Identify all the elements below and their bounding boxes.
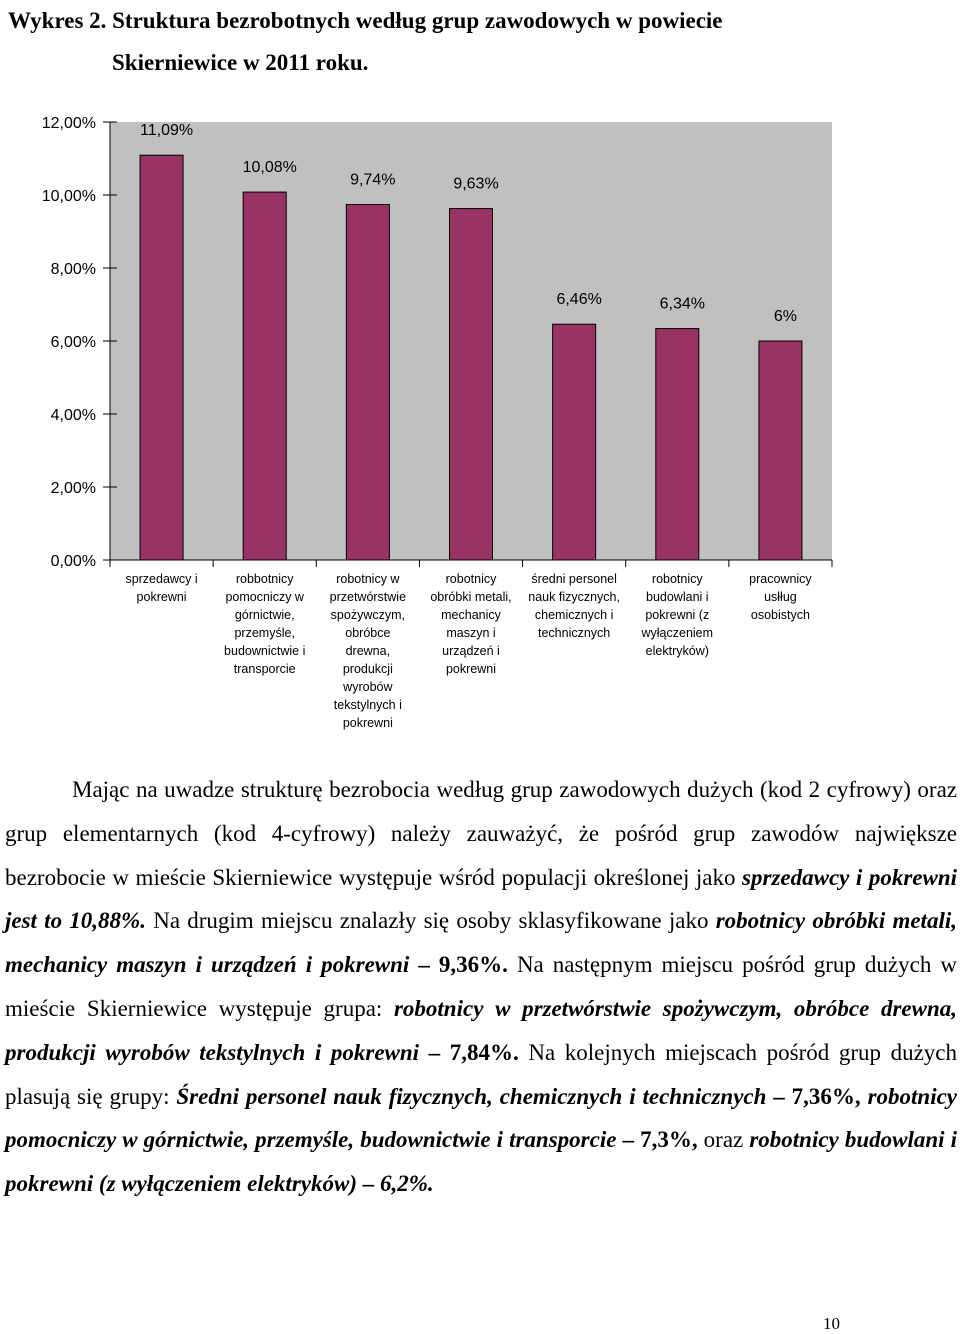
bar-4 [450, 209, 493, 560]
emphasis-robotnicy-obrobki-metali: robotnicy obróbki metali, mechanicy maszyn i urządzeń i pokrewni [5, 908, 957, 978]
emphasis-robotnicy-pomocniczy: robotnicy pomocniczy w górnictwie, przemyśle, budownictwie i transporcie [5, 1083, 958, 1153]
bar-chart [0, 100, 960, 570]
body-text-2: Na drugim miejscu znalazły się osoby sklasyfikowane jako [145, 908, 716, 934]
x-tick-label: robbotnicy pomocniczy w górnictwie, przemyśle, budownictwie i transporcie [224, 572, 306, 676]
bar-1 [140, 155, 183, 560]
y-tick-label: 10,00% [41, 188, 96, 205]
bar-6 [656, 329, 699, 560]
y-tick-label: 0,00% [50, 553, 96, 570]
value-7-36: – 7,36%, [766, 1083, 868, 1109]
chart-title-line-1: Wykres 2. Struktura bezrobotnych według grup zawodowych w powiecie [8, 8, 723, 33]
value-9-36: – 9,36%. [409, 952, 508, 978]
body-text-1: Mając na uwadze strukturę bezrobocia według grup zawodowych dużych (kod 2 cyfrowy) oraz grup elementarnych (kod 4-cyfrowy) należy zauważyć, że pośród grup zawodów największe bezrobocie w mieście Skierniewice występuje wśród populacji określonej jako [5, 777, 957, 890]
data-label-4: 9,63% [453, 175, 499, 193]
x-tick-label: średni personel nauk fizycznych, chemicznych i technicznych [528, 572, 620, 640]
emphasis-robotnicy-przetworstwo: robotnicy w przetwórstwie spożywczym, obróbce drewna, produkcji wyrobów tekstylnych i pokrewni [5, 995, 957, 1065]
value-7-84: – 7,84%. [419, 1039, 519, 1065]
bar-5 [553, 324, 596, 560]
bar-7 [759, 341, 802, 560]
data-label-1: 11,09% [140, 122, 194, 140]
emphasis-sprzedawcy: sprzedawcy i pokrewni jest to 10,88%. [5, 864, 957, 934]
chart-title [8, 0, 948, 84]
value-7-3: – 7,3%, [616, 1127, 698, 1153]
data-label-6: 6,34% [659, 295, 705, 313]
body-paragraph [5, 768, 957, 1206]
data-label-7: 6% [773, 308, 797, 325]
y-tick-label: 4,00% [50, 407, 96, 424]
chart-title-line-2: Skierniewice w 2011 roku. [112, 50, 369, 75]
bar-3 [346, 204, 389, 560]
body-text-6: oraz [697, 1127, 750, 1153]
emphasis-sredni-personel: Średni personel nauk fizycznych, chemicznych i technicznych [176, 1083, 767, 1109]
y-tick-label: 12,00% [41, 115, 96, 132]
y-tick-labels [42, 115, 96, 570]
data-label-2: 10,08% [242, 159, 297, 177]
x-tick-label: sprzedawcy i pokrewni [125, 572, 198, 604]
x-tick-label: robotnicy w przetwórstwie spożywczym, obróbce drewna, produkcji wyrobów tekstylnych i pokrewni [329, 572, 407, 730]
data-label-3: 9,74% [350, 171, 396, 189]
page-number: 10 [823, 1314, 840, 1333]
emphasis-robotnicy-budowlani: robotnicy budowlani i pokrewni (z wyłączeniem elektryków) – 6,2%. [5, 1127, 958, 1197]
y-tick-label: 2,00% [50, 480, 96, 497]
body-text-3: Na następnym miejscu pośród grup dużych w mieście Skierniewice występuje grupa: [5, 952, 957, 1021]
x-tick-label: pracownicy usłług osobistych [749, 572, 812, 622]
body-text-4: Na kolejnych miejscach pośród grup dużych plasują się grupy: [5, 1039, 957, 1109]
y-tick-label: 6,00% [50, 334, 96, 351]
data-label-5: 6,46% [556, 291, 602, 309]
x-tick-label: robotnicy obróbki metali, mechanicy maszyn i urządzeń i pokrewni [430, 572, 512, 676]
y-tick-label: 8,00% [50, 261, 96, 278]
x-tick-label: robotnicy budowlani i pokrewni (z wyłączeniem elektryków) [641, 572, 714, 658]
x-category-labels [0, 570, 960, 740]
bar-2 [243, 192, 286, 560]
